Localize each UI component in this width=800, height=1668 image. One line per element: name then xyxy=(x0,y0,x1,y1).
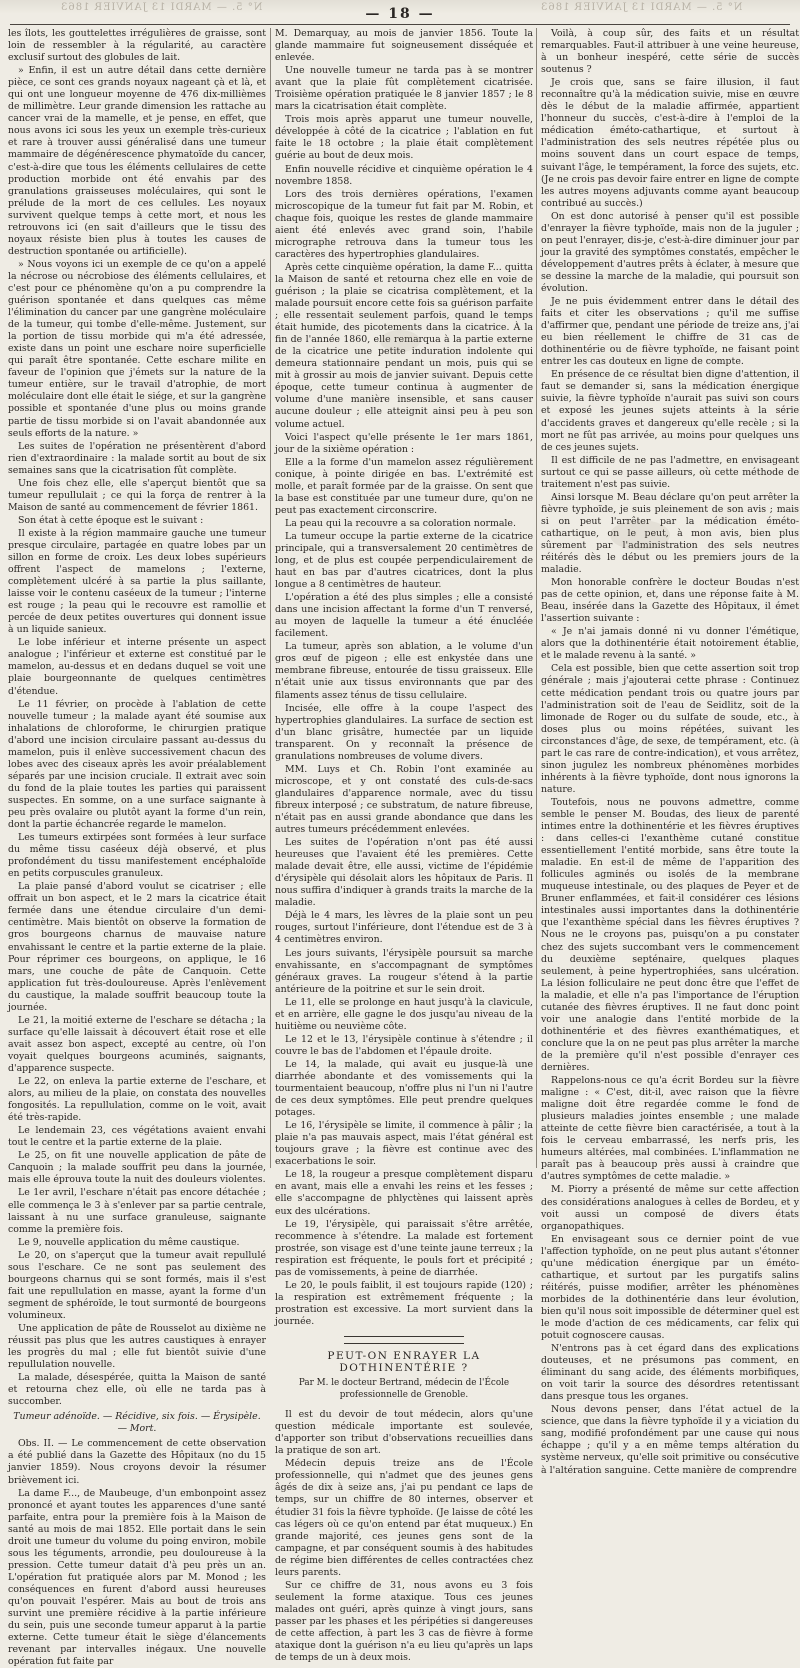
paragraph: M. Demarquay, au mois de janvier 1856. Toute la glande mammaire fut soigneusement disséquée et enlevée. xyxy=(275,28,533,64)
paragraph: En envisageant sous ce dernier point de vue l'affection typhoïde, on ne peut plus autant s'étonner qu'une médication énergique par un éméto-cathartique, et surtout par les purgatifs salins réitérés, puisse modifier, arrêter les phénomènes morbides de la dothinentérie dans leur évolution, bien qu'il nous soit impossible de déterminer quel est le mode d'action de ces médicaments, car felix qui potuit cognoscere causas. xyxy=(541,1233,799,1342)
paragraph: Le 20, on s'aperçut que la tumeur avait repullulé sous l'eschare. Ce ne sont pas seulement des bourgeons charnus qui se sont formés, mais il s'est fait une repullulation en masse, ayant la forme d'un segment de sphéroïde, le tout surmonté de bourgeons volumineux. xyxy=(8,1249,266,1321)
paragraph: Le 16, l'érysipèle se limite, il commence à pâlir ; la plaie n'a pas mauvais aspect, mais l'état général est toujours grave ; la fièvre est continue avec des exacerbations le soir. xyxy=(275,1120,533,1168)
paper-stain xyxy=(380,330,420,352)
bleed-through-right: N° 5. — MARDI 13 JANVIER 1863 xyxy=(540,2,743,13)
paragraph: Une application de pâte de Rousselot au dixième ne réussit pas plus que les autres caustiques à enrayer les progrès du mal ; elle fut bientôt suivie d'une repullulation nouvelle. xyxy=(8,1322,266,1371)
article-separator xyxy=(344,1336,464,1344)
column-divider xyxy=(270,28,271,1168)
case-header: Tumeur adénoïde. — Récidive, six fois. — Érysipèle. — Mort. xyxy=(13,1411,261,1435)
paragraph: Le 25, on fit une nouvelle application de pâte de Canquoin ; la malade souffrit peu dans la journée, mais elle éprouva toute la nuit des douleurs violentes. xyxy=(8,1150,266,1186)
paragraph: Toutefois, nous ne pouvons admettre, comme semble le penser M. Boudas, des lieux de parenté intimes entre la dothinentérie et les fièvres éruptives : dans celles-ci l'exanthème cutané constitue essentiellement l'entité morbide, sans être toute la maladie. En est-il de même de l'apparition des follicules agminés ou isolés de la membrane muqueuse intestinale, ou des plaques de Peyer et de Bruner enflammées, et fait-il considérer ces lésions intestinales aussi importantes dans la dothinentérie que l'exanthème spécial dans les fièvres éruptives ? Nous ne le croyons pas, puisqu'on a pu constater chez des sujets succombant vers le commencement du deuxième septénaire, quelques plaques seulement, à peine hypertrophiées, sans ulcération. La lésion folliculaire ne peut donc être que l'effet de la maladie, et elle n'a pas l'importance de l'éruption cutanée des fièvres éruptives. Il ne faut donc point voir une analogie dans l'entité morbide de la dothinentérie et des fièvres exanthématiques, et conclure que la on ne peut pas plus arrêter la marche de la première qu'il n'est possible d'enrayer ces dernières. xyxy=(541,796,799,1073)
paragraph: En présence de ce résultat bien digne d'attention, il faut se demander si, sans la médication énergique suivie, la fièvre typhoïde n'aurait pas suivi son cours et exposé les jeunes sujets atteints à la série d'accidents graves et dangereux qu'elle recèle ; si la mort ne fût pas arrivée, au moins pour quelques uns de ces jeunes sujets. xyxy=(541,369,799,453)
paragraph: Le lendemain 23, ces végétations avaient envahi tout le centre et la partie externe de la plaie. xyxy=(8,1125,266,1149)
article-byline: Par M. le docteur Bertrand, médecin de l'École professionnelle de Grenoble. xyxy=(298,1378,510,1401)
paragraph: « Je n'ai jamais donné ni vu donner l'émétique, alors que la dothinentérie était notoirement établie, et le malade revenu à la santé. » xyxy=(541,626,799,662)
paragraph: La dame F..., de Maubeuge, d'un embonpoint assez prononcé et ayant toutes les apparences d'une santé parfaite, entra pour la première fois à la Maison de santé au mois de mai 1852. Elle portait dans le sein droit une tumeur du volume du poing environ, mobile sous les téguments, arrondie, peu douloureuse à la pression. Cette tumeur datait d'à peu près un an. L'opération fut pratiquée alors par M. Monod ; les conséquences en furent d'abord aussi heureuses qu'on pouvait l'espérer. Mais au bout de trois ans survint une première récidive à la partie inférieure du sein, puis une seconde tumeur apparut à la partie externe. Cette tumeur était le siège d'élancements revenant par intervalles inégaux. Une nouvelle opération fut faite par xyxy=(8,1487,266,1668)
paragraph: Elle a la forme d'un mamelon assez régulièrement conique, à pointe dirigée en bas. L'extrémité est molle, et paraît formée par de la graisse. On sent que la base est constituée par une tumeur dure, qu'on ne peut pas exactement circonscrire. xyxy=(275,456,533,516)
paragraph: Une nouvelle tumeur ne tarda pas à se montrer avant que la plaie fût complètement cicatrisée. Troisième opération pratiquée le 8 janvier 1857 ; le 8 mars la cicatrisation était complète. xyxy=(275,65,533,113)
column-1 xyxy=(8,28,266,1668)
paragraph: Le 14, la malade, qui avait eu jusque-là une diarrhée abondante et des vomissements qui la tourmentaient beaucoup, n'offre plus ni l'un ni l'autre de ces deux symptômes. Elle peut prendre quelques potages. xyxy=(275,1058,533,1119)
paragraph: Voici l'aspect qu'elle présente le 1er mars 1861, jour de la sixième opération : xyxy=(275,431,533,455)
paragraph: Ainsi lorsque M. Beau déclare qu'on peut arrêter la fièvre typhoïde, je suis pleinement de son avis ; mais si on peut l'arrêter par la médication éméto-cathartique, on le peut, à mon avis, bien plus sûrement par l'administration des sels neutres réitérés dès le début ou les premiers jours de la maladie. xyxy=(541,491,799,576)
paragraph: Je ne puis évidemment entrer dans le détail des faits et citer les observations ; qu'il me suffise d'affirmer que, pendant une période de treize ans, j'ai eu bien réellement le chiffre de 31 cas de dothinentérie ou de fièvre typhoïde, ne faisant point entrer les cas douteux en ligne de compte. xyxy=(541,296,799,368)
paragraph: Les jours suivants, l'érysipèle poursuit sa marche envahissante, en s'accompagnant de symptômes généraux graves. La rougeur s'étend à la partie antérieure de la poitrine et sur le sein droit. xyxy=(275,947,533,995)
paragraph: Mon honorable confrère le docteur Boudas n'est pas de cette opinion, et, dans une réponse faite à M. Beau, insérée dans la Gazette des Hôpitaux, il émet l'assertion suivante : xyxy=(541,577,799,625)
paragraph: Le lobe inférieur et interne présente un aspect analogue ; l'inférieur et externe est constitué par le mamelon, au-dessus et en dedans duquel se voit une plaie bourgeonnante de quelques centimètres d'étendue. xyxy=(8,637,266,697)
paragraph: Le 22, on enleva la partie externe de l'eschare, et alors, au milieu de la plaie, on constata des nouvelles fongosités. La repullulation, comme on le voit, avait été très-rapide. xyxy=(8,1076,266,1124)
paragraph: Une fois chez elle, elle s'aperçut bientôt que sa tumeur repullulait ; ce qui la força de rentrer à la Maison de santé au commencement de février 1861. xyxy=(8,477,266,513)
header-rule xyxy=(10,24,790,25)
paragraph: Incisée, elle offre à la coupe l'aspect des hypertrophies glandulaires. La surface de section est d'un blanc grisâtre, humectée par un liquide transparent. On y reconnaît la présence de granulations nombreuses de volume divers. xyxy=(275,702,533,762)
paragraph: Il est du devoir de tout médecin, alors qu'une question médicale importante est soulevée, d'apporter son tribut d'observations recueillies dans la pratique de son art. xyxy=(275,1409,533,1457)
paragraph: Les suites de l'opération n'ont pas été aussi heureuses que l'avaient été les premières. Cette malade devait être, elle aussi, victime de l'épidémie d'érysipèle qui désolait alors les hôpitaux de Paris. Il nous suffira d'indiquer à grands traits la marche de la maladie. xyxy=(275,837,533,909)
paragraph: Il est difficile de ne pas l'admettre, en envisageant surtout ce qui se passe ailleurs, où cette méthode de traitement n'est pas suivie. xyxy=(541,454,799,490)
paragraph: La tumeur occupe la partie externe de la cicatrice principale, qui a transversalement 20 centimètres de long, et de plus est coupée perpendiculairement de haut en bas par d'autres cicatrices, dont la plus longue a 8 centimètres de hauteur. xyxy=(275,530,533,591)
column-3 xyxy=(541,28,799,1476)
paragraph: Je crois que, sans se faire illusion, il faut reconnaître qu'à la médication suivie, mise en œuvre dès le début de la maladie affirmée, appartient l'honneur du succès, c'est-à-dire à l'emploi de la médication éméto-cathartique, et surtout à l'administration des sels neutres répétée plus ou moins souvent dans un court espace de temps, suivant l'âge, le tempérament, la force des sujets, etc. (Je ne crois pas devoir faire entrer en ligne de compte les autres moyens adjuvants comme ayant beaucoup contribué au succès.) xyxy=(541,77,799,209)
page-number: — 18 — xyxy=(365,6,435,22)
paragraph: N'entrons pas à cet égard dans des explications douteuses, et ne présumons pas comment, en éliminant du sang acide, des éléments morbifiques, on voit tarir la source des désordres retentissant dans presque tous les organes. xyxy=(541,1343,799,1403)
paragraph: » Nous voyons ici un exemple de ce qu'on a appelé la nécrose ou nécrobiose des éléments cellulaires, et c'est pour ce phénomène qu'on a pu comprendre la guérison spontanée et dans quelques cas même l'élimination du cancer par une gangrène moléculaire de la tumeur, qui tombe d'elle-même. Justement, sur la portion de tissu morbide qui m'a été adressée, existe dans un point une eschare noire superficielle qui paraît être spontanée. Cette eschare milite en faveur de l'opinion que j'émets sur la nature de la tumeur entière, sur le travail d'atrophie, de mort moléculaire dont elle était le siége, et sur la gangrène possible et spontanée d'une plus ou moins grande partie de tissu morbide si on l'avait abandonnée aux seuls efforts de la nature. » xyxy=(8,258,266,439)
paragraph: Le 19, l'érysipèle, qui paraissait s'être arrêtée, recommence à s'étendre. La malade est fortement prostrée, son visage est d'une teinte jaune terreux ; la respiration est fréquente, le pouls fort et précipité ; pas de vomissements, à peine de diarrhée. xyxy=(275,1218,533,1278)
paragraph: Trois mois après apparut une tumeur nouvelle, développée à côté de la cicatrice ; l'ablation en fut faite le 18 octobre ; la plaie était complètement guérie au bout de deux mois. xyxy=(275,114,533,162)
paragraph: Enfin nouvelle récidive et cinquième opération le 4 novembre 1858. xyxy=(275,163,533,187)
paragraph: Le 18, la rougeur a presque complètement disparu en avant, mais elle a envahi les reins et les fesses ; elle s'accompagne de phlyctènes qui laissent après eux des ulcérations. xyxy=(275,1169,533,1217)
paragraph: Voilà, à coup sûr, des faits et un résultat remarquables. Faut-il attribuer à une veine heureuse, à un bonheur inespéré, cette série de succès soutenus ? xyxy=(541,28,799,76)
paragraph: On est donc autorisé à penser qu'il est possible d'enrayer la fièvre typhoïde, mais non de la juguler ; on peut l'enrayer, dis-je, c'est-à-dire diminuer jour par jour la gravité des symptômes constatés, empêcher le développement d'autres prêts à éclater, à mesure que se dessine la marche de la maladie, qui poursuit son évolution. xyxy=(541,210,799,294)
paragraph: La malade, désespérée, quitta la Maison de santé et retourna chez elle, où elle ne tarda pas à succomber. xyxy=(8,1372,266,1408)
paragraph: Le 20, le pouls faiblit, il est toujours rapide (120) ; la respiration est extrêmement fréquente ; la prostration est excessive. La mort survient dans la journée. xyxy=(275,1279,533,1327)
paragraph: La peau qui la recouvre a sa coloration normale. xyxy=(285,517,516,529)
paragraph: Après cette cinquième opération, la dame F... quitta la Maison de santé et retourna chez elle en voie de guérison ; la plaie se cicatrisa complètement, et la malade poursuit encore cette fois sa guérison parfaite ; elle ressentait seulement parfois, quand le temps était humide, des picotements dans la cicatrice. À la fin de l'année 1860, elle remarqua à la partie externe de la cicatrice une petite induration indolente qui demeura stationnaire pendant un mois, puis qui se mit à grossir au mois de janvier suivant. Depuis cette époque, cette tumeur continua à augmenter de volume d'une manière insensible, et sans causer aucune douleur ; elle atteignit ainsi peu à peu son volume actuel. xyxy=(275,261,533,430)
paragraph: M. Piorry a présenté de même sur cette affection des considérations analogues à celles de Bordeu, et y voit aussi un composé de divers états organopathiques. xyxy=(541,1184,799,1232)
paragraph: Rappelons-nous ce qu'a écrit Bordeu sur la fièvre maligne : « C'est, dit-il, avec raison que la fièvre maligne doit être regardée comme le fond de plusieurs maladies jointes ensemble ; une malade atteinte de cette fièvre bien caractérisée, a tout à la fois le cerveau embarrassé, les nerfs pris, les humeurs altérées, mal combinées. L'inflammation ne paraît pas à beaucoup près aussi à craindre que d'autres symptômes de cette maladie. » xyxy=(541,1075,799,1183)
paragraph: MM. Luys et Ch. Robin l'ont examinée au microscope, et y ont constaté des culs-de-sacs glandulaires d'apparence normale, avec du tissu fibreux interposé ; ce substratum, de nature fibreuse, n'était pas en aussi grande abondance que dans les autres tumeurs précédemment enlevées. xyxy=(275,763,533,836)
paragraph: La plaie pansé d'abord voulut se cicatriser ; elle offrait un bon aspect, et le 2 mars la cicatrice était fermée dans une étendue circulaire d'un demi-centimètre. Mais bientôt on observe la formation de gros bourgeons charnus de mauvaise nature envahissant le centre et la partie externe de la plaie. Pour réprimer ces bourgeons, on applique, le 16 mars, une couche de pâte de Canquoin. Cette application fut très-douloureuse. Après l'enlèvement du caustique, la malade souffrit beaucoup toute la journée. xyxy=(8,881,266,1013)
paragraph: Le 21, la moitié externe de l'eschare se détacha ; la surface qu'elle laissait à découvert était rose et elle avait assez bon aspect, excepté au centre, où l'on voyait quelques bourgeons acuminés, saignants, d'apparence suspecte. xyxy=(8,1014,266,1074)
paragraph: Son état à cette époque est le suivant : xyxy=(18,514,204,526)
paragraph: Les suites de l'opération ne présentèrent d'abord rien d'extraordinaire : la malade sortit au bout de six semaines sans que la cicatrisation fût complète. xyxy=(8,440,266,476)
paragraph: » Enfin, il est un autre détail dans cette dernière pièce, ce sont ces grands noyaux nageant çà et là, et qui ont une longueur moyenne de 476 dix-millièmes de millimètre. Leur grande dimension les rattache au cancer vrai de la mamelle, et je pense, en effet, que nous avons ici sous les yeux un exemple très-curieux et rare à trouver aussi généralisé dans une tumeur mammaire de dégénérescence phymatoïde du cancer, c'est-à-dire que tous les éléments cellulaires de cette production morbide ont été envahis par des granulations graisseuses moléculaires, qui sont le prélude de la mort de ces cellules. Les noyaux survivent quelque temps à cette mort, et nous les retrouvons ici (en sait d'ailleurs que le tissu des noyaux résiste bien plus à toutes les causes de destruction spontanée ou artificielle). xyxy=(8,65,266,257)
paragraph: Médecin depuis treize ans de l'École professionnelle, qui n'admet que des jeunes gens âgés de dix à seize ans, j'ai pu pendant ce laps de temps, sur un chiffre de 80 internes, observer et étudier 31 fois la fièvre typhoïde. (Je laisse de côté les cas légers où ce qu'on entend par état muqueux.) En grande majorité, ces jeunes gens sont de la campagne, et par conséquent soumis à des habitudes de régime bien différentes de celles contractées chez leurs parents. xyxy=(275,1458,533,1578)
paragraph: Les tumeurs extirpées sont formées à leur surface du même tissu caséeux déjà observé, et plus profondément du tissu manifestement encéphaloïde en petits corpuscules granuleux. xyxy=(8,832,266,880)
paragraph: La tumeur, après son ablation, a le volume d'un gros œuf de pigeon ; elle est enkystée dans une membrane fibreuse, entourée de tissu graisseux. Elle n'était unie aux tissus environnants que par des filaments assez ténus de tissu cellulaire. xyxy=(275,641,533,701)
paragraph: Cela est possible, bien que cette assertion soit trop générale ; mais j'ajouterai cette phrase : Continuez cette médication pendant trois ou quatre jours par l'administration soit de l'eau de Seidlitz, soit de la limonade de Roger ou du sulfate de soude, etc., à doses plus ou moins répétées, suivant les circonstances d'âge, de sexe, de tempérament, etc. (à part le cas rare de contre-indication), et vous arrêtez, sinon jugulez les nombreux phénomènes morbides inhérents à la fièvre typhoïde, dont nous ignorons la nature. xyxy=(541,663,799,795)
bleed-through-left: N° 5. — MARDI 13 JANVIER 1863 xyxy=(60,2,263,13)
paragraph: Le 11, elle se prolonge en haut jusqu'à la clavicule, et en arrière, elle gagne le dos jusqu'au niveau de la huitième ou neuvième côte. xyxy=(275,996,533,1032)
paragraph: L'opération a été des plus simples ; elle a consisté dans une incision affectant la forme d'un T renversé, au moyen de laquelle la tumeur a été énucléée facilement. xyxy=(275,592,533,640)
paragraph: les îlots, les gouttelettes irrégulières de graisse, sont loin de ressembler à la régularité, au caractère exclusif surtout des globules de lait. xyxy=(8,28,266,64)
paragraph: Le 1er avril, l'eschare n'était pas encore détachée ; elle commença le 3 à s'enlever par sa partie centrale, laissant à nu une surface granuleuse, saignante comme la première fois. xyxy=(8,1187,266,1235)
paragraph: Le 11 février, on procède à l'ablation de cette nouvelle tumeur ; la malade ayant été soumise aux inhalations de chloroforme, le chirurgien pratique d'abord une incision circulaire passant au-dessus du mamelon, puis il enlève successivement chacun des lobes avec des ciseaux après les avoir préalablement séparés par une incision cruciale. Il extrait avec soin du fond de la plaie toutes les parties qui paraissent suspectes. En somme, on a une surface saignante à peu près ovalaire ou plutôt ayant la forme d'un rein, dont la partie échancrée regarde le mamelon. xyxy=(8,698,266,831)
paragraph: Déjà le 4 mars, les lèvres de la plaie sont un peu rouges, surtout l'inférieure, dont l'étendue est de 3 à 4 centimètres environ. xyxy=(275,910,533,946)
paper-stain xyxy=(610,520,670,550)
paragraph: Obs. II. — Le commencement de cette observation a été publié dans la Gazette des Hôpitaux (no du 15 janvier 1859). Nous croyons devoir la résumer brièvement ici. xyxy=(8,1438,266,1486)
column-divider xyxy=(536,28,537,1168)
paragraph: Sur ce chiffre de 31, nous avons eu 3 fois seulement la forme ataxique. Tous ces jeunes malades ont guéri, après quinze à vingt jours, sans passer par les phases et les péripéties si dangereuses de cette affection, à part les 3 cas de fièvre à forme ataxique dont la guérison n'a eu lieu qu'après un laps de temps de un à deux mois. xyxy=(275,1579,533,1664)
article-title: PEUT-ON ENRAYER LA DOTHINENTÉRIE ? xyxy=(327,1349,481,1375)
paragraph: Le 12 et le 13, l'érysipèle continue à s'étendre ; il couvre le bas de l'abdomen et l'épaule droite. xyxy=(275,1033,533,1057)
column-2 xyxy=(275,28,533,1664)
paragraph: Il existe à la région mammaire gauche une tumeur presque circulaire, partagée en quatre lobes par un sillon en forme de croix. Les deux lobes supérieurs offrent l'aspect de mamelons ; l'externe, complètement ulcéré à sa partie la plus saillante, laisse voir le contenu caséeux de la tumeur ; l'interne est rouge ; la peau qui le recouvre est ramollie et percée de deux petites ouvertures qui donnent issue à un liquide sanieux. xyxy=(8,527,266,636)
paragraph: Le 9, nouvelle application du même caustique. xyxy=(18,1236,240,1248)
paragraph: Lors des trois dernières opérations, l'examen microscopique de la tumeur fut fait par M. Robin, et chaque fois, quoique les restes de glande mammaire aient été enlevés avec grand soin, l'habile micrographe retrouva dans la tumeur tous les caractères des hypertrophies glandulaires. xyxy=(275,188,533,260)
paragraph: Nous devons penser, dans l'état actuel de la science, que dans la fièvre typhoïde il y a viciation du sang, modifié profondément par une cause qui nous échappe ; qu'il y a en même temps altération du système nerveux, qu'elle soit primitive ou consécutive à l'altération sanguine. Cette manière de comprendre xyxy=(541,1404,799,1476)
